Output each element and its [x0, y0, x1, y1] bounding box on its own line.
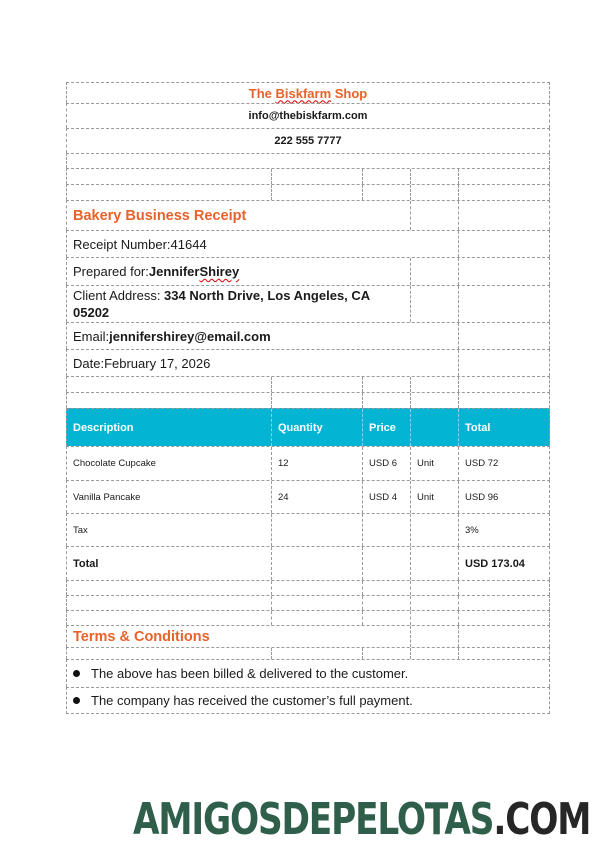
- client-address-row: [66, 285, 550, 322]
- receipt-document: [66, 82, 550, 714]
- row-quantity: [272, 547, 362, 580]
- client-address: Client Address: 334 North Drive, Los Angeles, CA 05202: [73, 288, 371, 320]
- row-price: [363, 547, 410, 580]
- row-total: USD 72: [465, 458, 499, 469]
- spacer-grid-row: [66, 580, 550, 595]
- shop-email-row: [66, 103, 550, 128]
- shop-name: The Biskfarm Shop: [248, 85, 368, 101]
- table-row: [66, 480, 550, 513]
- terms-item-text: The above has been billed & delivered to the customer.: [91, 666, 409, 681]
- col-total: Total: [465, 421, 491, 434]
- spacer-grid-row: [66, 647, 550, 659]
- row-unit: Unit: [417, 491, 434, 503]
- col-quantity: Quantity: [278, 421, 323, 434]
- row-quantity: [272, 514, 362, 546]
- date-row: [66, 349, 550, 376]
- spacer-grid-row: [66, 168, 550, 184]
- bullet-icon: [73, 697, 80, 704]
- shop-phone-row: [66, 128, 550, 153]
- watermark-dark-text: .COM: [493, 793, 590, 845]
- grand-total: USD 173.04: [465, 557, 525, 570]
- terms-item: [66, 659, 550, 687]
- shop-phone: 222 555 7777: [274, 135, 342, 147]
- row-description: Vanilla Pancake: [73, 491, 141, 503]
- row-unit: Unit: [417, 458, 434, 469]
- row-description: Tax: [73, 524, 88, 536]
- terms-item: [66, 687, 550, 714]
- items-table-header: [66, 408, 550, 446]
- watermark-green-text: AMIGOSDEPELOTAS: [132, 793, 494, 845]
- prepared-for: Prepared for: Jennifer Shirey: [73, 264, 240, 279]
- terms-item-text: The company has received the customer’s full payment.: [91, 693, 413, 708]
- row-price: USD 4: [369, 491, 397, 503]
- spacer-grid-row: [66, 610, 550, 625]
- receipt-date: Date: February 17, 2026: [73, 355, 211, 371]
- prepared-for-row: [66, 257, 550, 285]
- watermark-logo: [132, 793, 590, 845]
- col-unit: [411, 409, 458, 446]
- table-row-total: [66, 546, 550, 580]
- col-description: Description: [73, 421, 134, 434]
- receipt-number: Receipt Number: 41644: [73, 236, 207, 252]
- row-unit: [411, 547, 458, 580]
- col-price: Price: [369, 421, 396, 434]
- row-price: USD 6: [369, 458, 397, 469]
- spacer-grid-row: [66, 392, 550, 408]
- row-unit: [411, 514, 458, 546]
- table-row-tax: [66, 513, 550, 546]
- row-description: Total: [73, 557, 99, 570]
- receipt-title: Bakery Business Receipt: [73, 207, 247, 224]
- row-price: [363, 514, 410, 546]
- receipt-number-row: [66, 230, 550, 257]
- bullet-icon: [73, 670, 80, 677]
- spacer-grid-row: [66, 376, 550, 392]
- terms-title-row: [66, 625, 550, 647]
- email-row: [66, 322, 550, 349]
- row-quantity: 12: [278, 458, 289, 469]
- client-email: Email: jennifershirey@email.com: [73, 328, 271, 344]
- terms-title: Terms & Conditions: [73, 628, 210, 645]
- row-description: Chocolate Cupcake: [73, 458, 156, 469]
- row-total: 3%: [465, 524, 479, 536]
- row-total: USD 96: [465, 491, 499, 503]
- spacer-grid-row: [66, 595, 550, 610]
- spacer-grid-row: [66, 184, 550, 200]
- shop-email: info@thebiskfarm.com: [248, 110, 368, 122]
- receipt-title-row: [66, 200, 550, 230]
- spacer-row: [66, 153, 550, 168]
- table-row: [66, 446, 550, 480]
- shop-name-row: [66, 82, 550, 103]
- row-quantity: 24: [278, 491, 289, 503]
